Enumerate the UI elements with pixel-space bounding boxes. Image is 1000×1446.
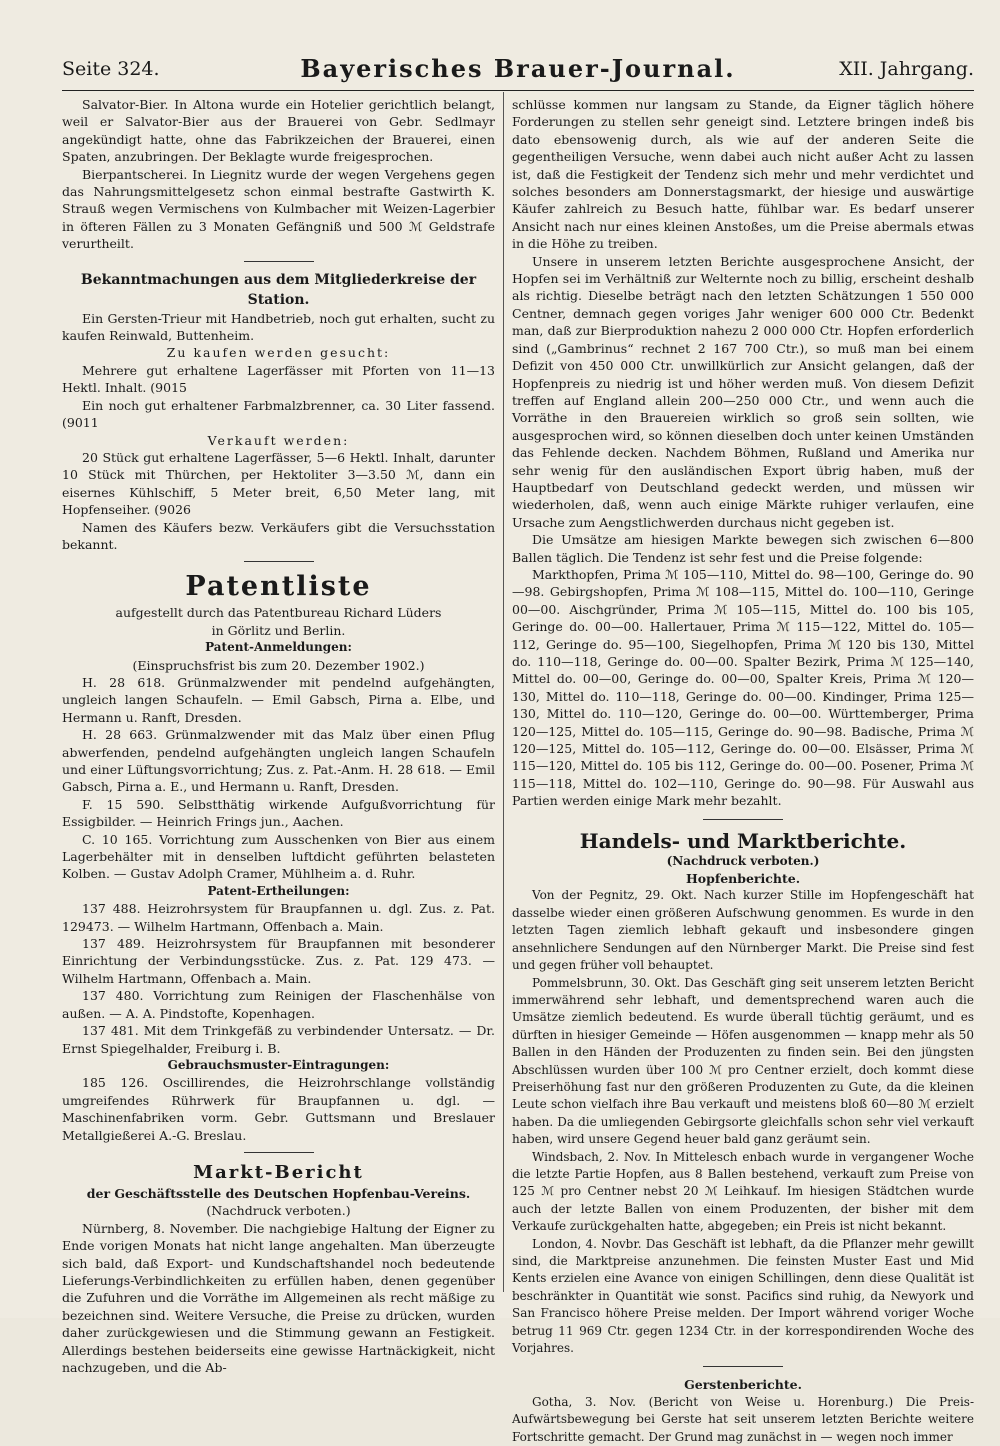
gerstenberichte-heading: Gerstenberichte. (684, 1377, 802, 1393)
patent-entry: H. 28 618. Grünmalzwender mit pendelnd aufgehängten, ungleich langen Schaufeln. — Emil Gabsch, Pirna a. Elbe, und Hermann u. Ranft, Dresden. (62, 674, 495, 725)
umsaetze-paragraph: Die Umsätze am hiesigen Markte bewegen sich zwischen 6—800 Ballen täglich. Die Tendenz ist sehr fest und die Preise folgende: (512, 532, 974, 565)
marktbericht-subheading: der Geschäftsstelle des Deutschen Hopfenbau-Vereins. (86, 1185, 471, 1201)
page-header (62, 54, 974, 84)
ansicht-paragraph: Unsere in unserem letzten Berichte ausgesprochene Ansicht, der Hopfen sei im Verhältniß zur Welternte noch zu billig, erscheint deshalb als richtig. Dieselbe beträgt nach den letzten Schätzungen 1 550 000 Centner, demnach gegen voriges Jahr weniger 600 000 Ctr. Bedenkt man, daß zur Bierproduktion nahezu 2 000 000 Ctr. Hopfen erforderlich sind („Gambrinus“ rechnet 2 167 700 Ctr.), so muß man bei einem Defizit von 450 000 Ctr. unwillkürlich zur Ansicht gelangen, daß der Hopfenpreis zu niedrig ist und höher werden muß. Von diesem Defizit treffen auf England allein 200—250 000 Ctr., und wenn auch die Vorräthe in den Brauereien wirklich so groß sein sollten, wie ausgesprochen wird, so können dieselben doch unter keinen Umständen das Fehlende decken. Nachdem Böhmen, Rußland und Amerika nur sehr wenig für den ausländischen Export übrig haben, muß der Hauptbedarf von Deutschland gedeckt werden, und müssen wir wiederholen, daß, wenn auch einige Märkte ruhiger verlaufen, eine Ursache zum Aengstlichwerden durchaus nicht gegeben ist. (512, 253, 974, 530)
page-number: Seite 324. (62, 58, 160, 80)
column-divider (503, 92, 504, 1292)
bekanntmachungen-heading: Bekanntmachungen aus dem Mitgliederkreise der Station. (80, 271, 477, 308)
divider (244, 561, 314, 562)
divider (703, 1366, 783, 1367)
patent-entry: 137 489. Heizrohrsystem für Braupfannen mit besonderer Einrichtung der Verbindungsstücke. Zus. z. Pat. 129 473. — Wilhelm Hartmann, Offenbach a. Main. (62, 936, 495, 986)
bek-namen: Namen des Käufers bezw. Verkäufers gibt die Versuchsstation bekannt. (62, 519, 495, 552)
right-column (512, 96, 974, 1446)
bek-lagerfaesser: Mehrere gut erhaltene Lagerfässer mit Pforten von 11—13 Hektl. Inhalt. (9015 (62, 362, 495, 396)
patentliste-sub2: in Görlitz und Berlin. (211, 622, 346, 638)
patent-ertheilungen-heading: Patent-Ertheilungen: (207, 883, 350, 898)
header-rule (62, 90, 974, 91)
marktbericht-note: (Nachdruck verboten.) (206, 1203, 351, 1219)
preise-paragraph: Markthopfen, Prima ℳ 105—110, Mittel do. 98—100, Geringe do. 90—98. Gebirgshopfen, Prima ℳ 108—115, Mittel do. 100—110, Geringe 00—00. Aischgründer, Prima ℳ 105—115, Mittel do. 100 bis 105, Geringe do. 00—00. Hallertauer, Prima ℳ 115—122, Mittel do. 105—112, Geringe do. 95—100, Siegelhopfen, Prima ℳ 120 bis 130, Mittel do. 110—118, Geringe do. 00—00. Spalter Bezirk, Prima ℳ 125—140, Mittel do. 00—00, Geringe do. 00—00, Spalter Kreis, Prima ℳ 120—130, Mittel do. 110—118, Geringe do. 00—00. Kindinger, Prima 125—130, Mittel do. 110—120, Geringe do. 00—00. Württemberger, Prima 120—125, Mittel do. 105—115, Geringe do. 90—98. Badische, Prima ℳ 120—125, Mittel do. 105—112, Geringe do. 00—00. Elsässer, Prima ℳ 115—120, Mittel do. 105 bis 112, Geringe do. 00—00. Posener, Prima ℳ 115—118, Mittel do. 102—110, Geringe do. 90—98. Für Auswahl aus Partien werden einige Mark mehr bezahlt. (512, 566, 974, 809)
bek-verkauft-heading: Verkauft werden: (207, 432, 350, 448)
report-pegnitz: Von der Pegnitz, 29. Okt. Nach kurzer Stille im Hopfengeschäft hat dasselbe wieder einen größeren Aufschwung genommen. Es wurde in den letzten Tagen ziemlich lebhaft gekauft und insbesondere gingen ansehnlichere Sendungen auf den Nürnberger Markt. Die Preise sind fest und gegen früher voll behauptet. (512, 888, 974, 973)
continuation-paragraph: schlüsse kommen nur langsam zu Stande, da Eigner täglich höhere Forderungen zu stellen sehr geneigt sind. Letztere bringen indeß bis dato ebensowenig durch, als wie auf der anderen Seite die gegentheiligen Versuche, wenn dabei auch nicht außer Acht zu lassen ist, daß die Festigkeit der Tendenz sich mehr und mehr verdichtet und solches besonders am Donnerstagsmarkt, der hiesige und auswärtige Käufer zahlreich zu Besuch hatte, fühlbar war. Es bedarf unserer Ansicht nach nur eines kleinen Anstoßes, um die Preise abermals etwas in die Höhe zu treiben. (512, 97, 974, 252)
report-windsbach: Windsbach, 2. Nov. In Mittelesch enbach wurde in vergangener Woche die letzte Partie Hopfen, aus 8 Ballen bestehend, verkauft zum Preise von 125 ℳ pro Centner nebst 20 ℳ Leihkauf. Im hiesigen Städtchen wurde auch der letzte Ballen von einem Produzenten, der bisher mit dem Verkaufe zurückgehalten hatte, abgegeben; ein Preis ist nicht bekannt. (512, 1149, 974, 1234)
journal-title: Bayerisches Brauer-Journal. (300, 54, 736, 83)
handelsberichte-heading: Handels- und Marktberichte. (579, 828, 907, 853)
patentliste-sub1: aufgestellt durch das Patentbureau Richard Lüders (115, 605, 442, 621)
patent-entry: H. 28 663. Grünmalzwender mit das Malz über einen Pflug abwerfenden, pendelnd aufgehängten ungleich langen Schaufeln und einer Lüftungsvorrichtung; Zus. z. Pat.-Anm. H. 28 618. — Emil Gabsch, Pirna a. E., und Hermann u. Ranft, Dresden. (62, 727, 495, 795)
report-london: London, 4. Novbr. Das Geschäft ist lebhaft, da die Pflanzer mehr gewillt sind, die Marktpreise anzunehmen. Die feinsten Muster East und Mid Kents erzielen eine Avance von einigen Schillingen, denn diese Qualität ist beschränkter in Quantität wie sonst. Pacifics sind ruhig, da Newyork und San Francisco höhere Preise melden. Der Import während voriger Woche betrug 11 969 Ctr. gegen 1234 Ctr. in der korrespondirenden Woche des Vorjahres. (512, 1236, 974, 1356)
bek-verkauf-lagerfaesser: 20 Stück gut erhaltene Lagerfässer, 5—6 Hektl. Inhalt, darunter 10 Stück mit Thürchen, per Hektoliter 3—3.50 ℳ, dann ein eisernes Kühlschiff, 5 Meter breit, 6,50 Meter lang, mit Hopfenseiher. (9026 (62, 449, 495, 518)
patent-entry: 137 488. Heizrohrsystem für Braupfannen u. dgl. Zus. z. Pat. 129473. — Wilhelm Hartmann, Offenbach a. Main. (62, 901, 495, 934)
patent-anmeldungen-heading: Patent-Anmeldungen: (205, 640, 352, 655)
handelsberichte-note: (Nachdruck verboten.) (666, 853, 820, 868)
report-pommelsbrunn: Pommelsbrunn, 30. Okt. Das Geschäft ging seit unserem letzten Bericht immerwährend sehr lebhaft, und dementsprechend waren auch die Umsätze ziemlich bedeutend. Es wurde überall tüchtig geräumt, und es dürften in hiesiger Gemeinde — Höfen ausgenommen — knapp mehr als 50 Ballen in den Händen der Produzenten zu finden sein. Bei den jüngsten Abschlüssen wurden über 100 ℳ pro Centner erzielt, doch kommt diese Preiserhöhung fast nur den größeren Produzenten zu Gute, da die kleinen Leute schon vielfach ihre Bau verkauft und meistens bloß 60—80 ℳ erzielt haben. Da die umliegenden Gebirgsorte gleichfalls schon sehr viel verkauft haben, wird unsere Gegend heuer bald ganz geräumt sein. (512, 975, 974, 1147)
einspruchsfrist: (Einspruchsfrist bis zum 20. Dezember 1902.) (132, 657, 425, 673)
left-column (62, 96, 495, 1376)
divider (703, 819, 783, 820)
divider (244, 1152, 314, 1153)
marktbericht-heading: Markt-Bericht (193, 1161, 364, 1183)
salvator-paragraph: Salvator-Bier. In Altona wurde ein Hotelier gerichtlich belangt, weil er Salvator-Bier aus der Brauerei von Gebr. Sedlmayr angekündigt hatte, ohne das Fabrikzeichen der Brauerei, einen Spaten, anzubringen. Der Beklagte wurde freigesprochen. (62, 97, 495, 165)
bek-gersten-trieur: Ein Gersten-Trieur mit Handbetrieb, noch gut erhalten, sucht zu kaufen Reinwald, Buttenheim. (62, 310, 495, 344)
nuernberg-paragraph: Nürnberg, 8. November. Die nachgiebige Haltung der Eigner zu Ende vorigen Monats hat nicht lange angehalten. Man überzeugte sich bald, daß Export- und Kundschaftshandel noch bedeutende Lieferungs-Verbindlichkeiten zu erfüllen haben, denen gegenüber die Zufuhren und die Vorräthe im Allgemeinen als recht mäßige zu bezeichnen sind. Weitere Versuche, die Preise zu drücken, wurden daher zurückgewiesen und die Stimmung gewann an Festigkeit. Allerdings bestehen beiderseits eine gewisse Hartnäckigkeit, nicht nachzugeben, und die Ab- (62, 1220, 495, 1375)
bek-gesucht-heading: Zu kaufen werden gesucht: (166, 345, 391, 361)
patent-entry: F. 15 590. Selbstthätig wirkende Aufgußvorrichtung für Essigbilder. — Heinrich Frings jun., Aachen. (62, 796, 495, 830)
volume-label: XII. Jahrgang. (839, 58, 974, 80)
divider (244, 261, 314, 262)
patentliste-heading: Patentliste (185, 571, 372, 603)
patent-entry: 137 481. Mit dem Trinkgefäß zu verbindender Untersatz. — Dr. Ernst Spiegelhalder, Freiburg i. B. (62, 1023, 495, 1056)
patent-entry: C. 10 165. Vorrichtung zum Ausschenken von Bier aus einem Lagerbehälter mit in denselben luftdicht geführten belasteten Kolben. — Gustav Adolph Cramer, Mühlheim a. d. Ruhr. (62, 831, 495, 882)
hopfenberichte-heading: Hopfenberichte. (685, 871, 801, 887)
bek-farbmalzbrenner: Ein noch gut erhaltener Farbmalzbrenner, ca. 30 Liter fassend. (9011 (62, 397, 495, 431)
patent-entry: 185 126. Oscillirendes, die Heizrohrschlange vollständig umgreifendes Rührwerk für Braupfannen u. dgl. — Maschinenfabriken vorm. Gebr. Guttsmann und Breslauer Metallgießerei A.-G. Breslau. (62, 1075, 495, 1143)
bierpantscherei-paragraph: Bierpantscherei. In Liegnitz wurde der wegen Vergehens gegen das Nahrungsmittelgesetz schon einmal bestrafte Gastwirth K. Strauß wegen Vermischens von Kulmbacher mit Weizen-Lagerbier in öfteren Fällen zu 3 Monaten Gefängniß und 500 ℳ Geldstrafe verurtheilt. (62, 166, 495, 252)
patent-entry: 137 480. Vorrichtung zum Reinigen der Flaschenhälse von außen. — A. A. Pindstofte, Kopenhagen. (62, 988, 495, 1021)
gebrauchsmuster-heading: Gebrauchsmuster-Eintragungen: (167, 1057, 390, 1072)
report-gotha: Gotha, 3. Nov. (Bericht von Weise u. Horenburg.) Die Preis-Aufwärtsbewegung bei Gerste hat seit unserem letzten Berichte weitere Fortschritte gemacht. Der Grund mag zunächst in — wegen noch immer (512, 1394, 974, 1444)
